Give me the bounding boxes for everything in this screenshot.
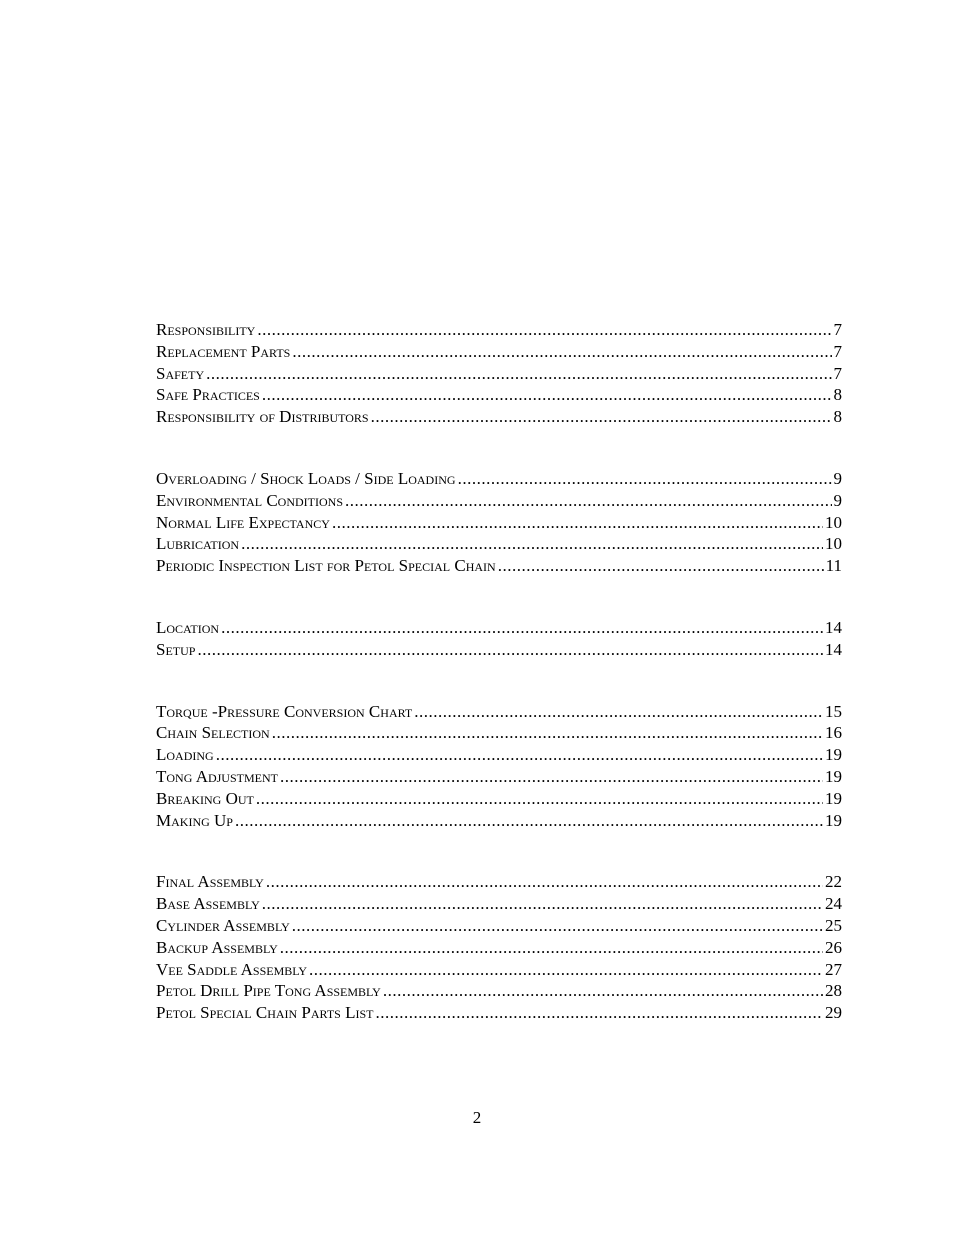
toc-entry-title: Safe Practices — [156, 385, 260, 405]
toc-entry-page: 9 — [833, 468, 842, 488]
toc-entry-page: 26 — [825, 937, 842, 957]
toc-entry[interactable] — [156, 406, 842, 428]
toc-section — [156, 871, 842, 1024]
toc-entry-title: Lubrication — [156, 534, 240, 554]
toc-entry-page: 27 — [825, 959, 842, 979]
toc-entry-title: Safety — [156, 363, 205, 383]
dot-leader — [241, 533, 823, 555]
toc-entry-page: 10 — [825, 512, 842, 532]
toc-entry-page: 22 — [825, 872, 842, 892]
toc-entry[interactable] — [156, 363, 842, 385]
toc-entry[interactable] — [156, 722, 842, 744]
toc-entry-page: 7 — [833, 320, 842, 339]
dot-leader — [375, 1002, 823, 1024]
toc-entry[interactable] — [156, 533, 842, 555]
toc-entry-page: 14 — [825, 639, 842, 659]
toc-entry-page: 25 — [825, 915, 842, 935]
toc-entry-title: Periodic Inspection List for Petol Special Chain — [156, 556, 496, 576]
dot-leader — [262, 384, 832, 406]
toc-entry[interactable] — [156, 893, 842, 915]
toc-entry[interactable] — [156, 617, 842, 639]
toc-entry-page: 8 — [833, 385, 842, 405]
dot-leader — [256, 788, 823, 810]
toc-section — [156, 701, 842, 832]
dot-leader — [383, 980, 823, 1002]
dot-leader — [371, 406, 832, 428]
toc-entry-page: 11 — [825, 556, 842, 576]
toc-section — [156, 617, 842, 661]
page-number: 2 — [472, 1108, 482, 1127]
toc-entry[interactable] — [156, 915, 842, 937]
toc-entry[interactable] — [156, 512, 842, 534]
toc-entry-title: Overloading / Shock Loads / Side Loading — [156, 468, 456, 488]
toc-entry-title: Responsibility of Distributors — [156, 407, 369, 427]
dot-leader — [332, 512, 823, 534]
dot-leader — [266, 871, 823, 893]
toc-entry-page: 29 — [825, 1003, 842, 1023]
toc-entry[interactable] — [156, 980, 842, 1002]
toc-entry-title: Final Assembly — [156, 872, 264, 892]
toc-entry-page: 19 — [825, 745, 842, 765]
toc-entry[interactable] — [156, 810, 842, 832]
toc-entry[interactable] — [156, 384, 842, 406]
toc-entry[interactable] — [156, 744, 842, 766]
toc-entry-title: Cylinder Assembly — [156, 915, 290, 935]
toc-entry[interactable] — [156, 639, 842, 661]
toc-entry-page: 19 — [825, 766, 842, 786]
toc-entry-title: Setup — [156, 639, 196, 659]
toc-entry-page: 15 — [825, 701, 842, 721]
dot-leader — [280, 937, 823, 959]
toc-entry-title: Replacement Parts — [156, 341, 291, 361]
toc-entry-title: Environmental Conditions — [156, 490, 343, 510]
dot-leader — [345, 490, 832, 512]
toc-entry[interactable] — [156, 490, 842, 512]
toc-entry-title: Location — [156, 617, 220, 637]
dot-leader — [257, 319, 831, 341]
toc-entry[interactable] — [156, 766, 842, 788]
toc-entry-title: Torque -Pressure Conversion Chart — [156, 701, 413, 721]
toc-entry-page: 7 — [833, 341, 842, 361]
toc-entry[interactable] — [156, 319, 842, 341]
dot-leader — [498, 555, 824, 577]
toc-entry-page: 10 — [825, 534, 842, 554]
dot-leader — [197, 639, 823, 661]
toc-entry-page: 16 — [825, 723, 842, 743]
toc-entry-title: Making Up — [156, 810, 233, 830]
toc-entry-title: Normal Life Expectancy — [156, 512, 330, 532]
toc-entry-page: 7 — [833, 363, 842, 383]
toc-entry[interactable] — [156, 959, 842, 981]
dot-leader — [292, 341, 831, 363]
toc-entry-page: 28 — [825, 981, 842, 1001]
toc-entry[interactable] — [156, 1002, 842, 1024]
toc-entry-title: Vee Saddle Assembly — [156, 959, 308, 979]
dot-leader — [272, 722, 823, 744]
toc-entry-title: Petol Special Chain Parts List — [156, 1003, 374, 1023]
toc-entry[interactable] — [156, 788, 842, 810]
toc-entry-page: 19 — [825, 788, 842, 808]
toc-entry-title: Backup Assembly — [156, 937, 278, 957]
dot-leader — [309, 959, 823, 981]
toc-entry-title: Chain Selection — [156, 723, 270, 743]
toc-entry-page: 19 — [825, 810, 842, 830]
dot-leader — [235, 810, 823, 832]
toc-entry[interactable] — [156, 555, 842, 577]
toc-entry-page: 8 — [833, 407, 842, 427]
table-of-contents — [156, 319, 842, 1024]
dot-leader — [216, 744, 823, 766]
dot-leader — [458, 468, 832, 490]
dot-leader — [292, 915, 823, 937]
dot-leader — [206, 363, 831, 385]
toc-entry[interactable] — [156, 341, 842, 363]
toc-entry-title: Petol Drill Pipe Tong Assembly — [156, 981, 381, 1001]
toc-entry-title: Tong Adjustment — [156, 766, 278, 786]
toc-entry[interactable] — [156, 468, 842, 490]
toc-entry[interactable] — [156, 701, 842, 723]
toc-entry-page: 24 — [825, 894, 842, 914]
dot-leader — [414, 701, 823, 723]
toc-entry-title: Breaking Out — [156, 788, 254, 808]
dot-leader — [280, 766, 823, 788]
toc-entry-title: Base Assembly — [156, 894, 260, 914]
toc-section — [156, 468, 842, 577]
toc-section — [156, 319, 842, 428]
toc-entry-title: Loading — [156, 745, 214, 765]
toc-entry[interactable] — [156, 871, 842, 893]
toc-entry-title: Responsibility — [156, 320, 256, 339]
toc-entry-page: 9 — [833, 490, 842, 510]
toc-entry-page: 14 — [825, 617, 842, 637]
toc-entry[interactable] — [156, 937, 842, 959]
dot-leader — [262, 893, 823, 915]
dot-leader — [221, 617, 823, 639]
